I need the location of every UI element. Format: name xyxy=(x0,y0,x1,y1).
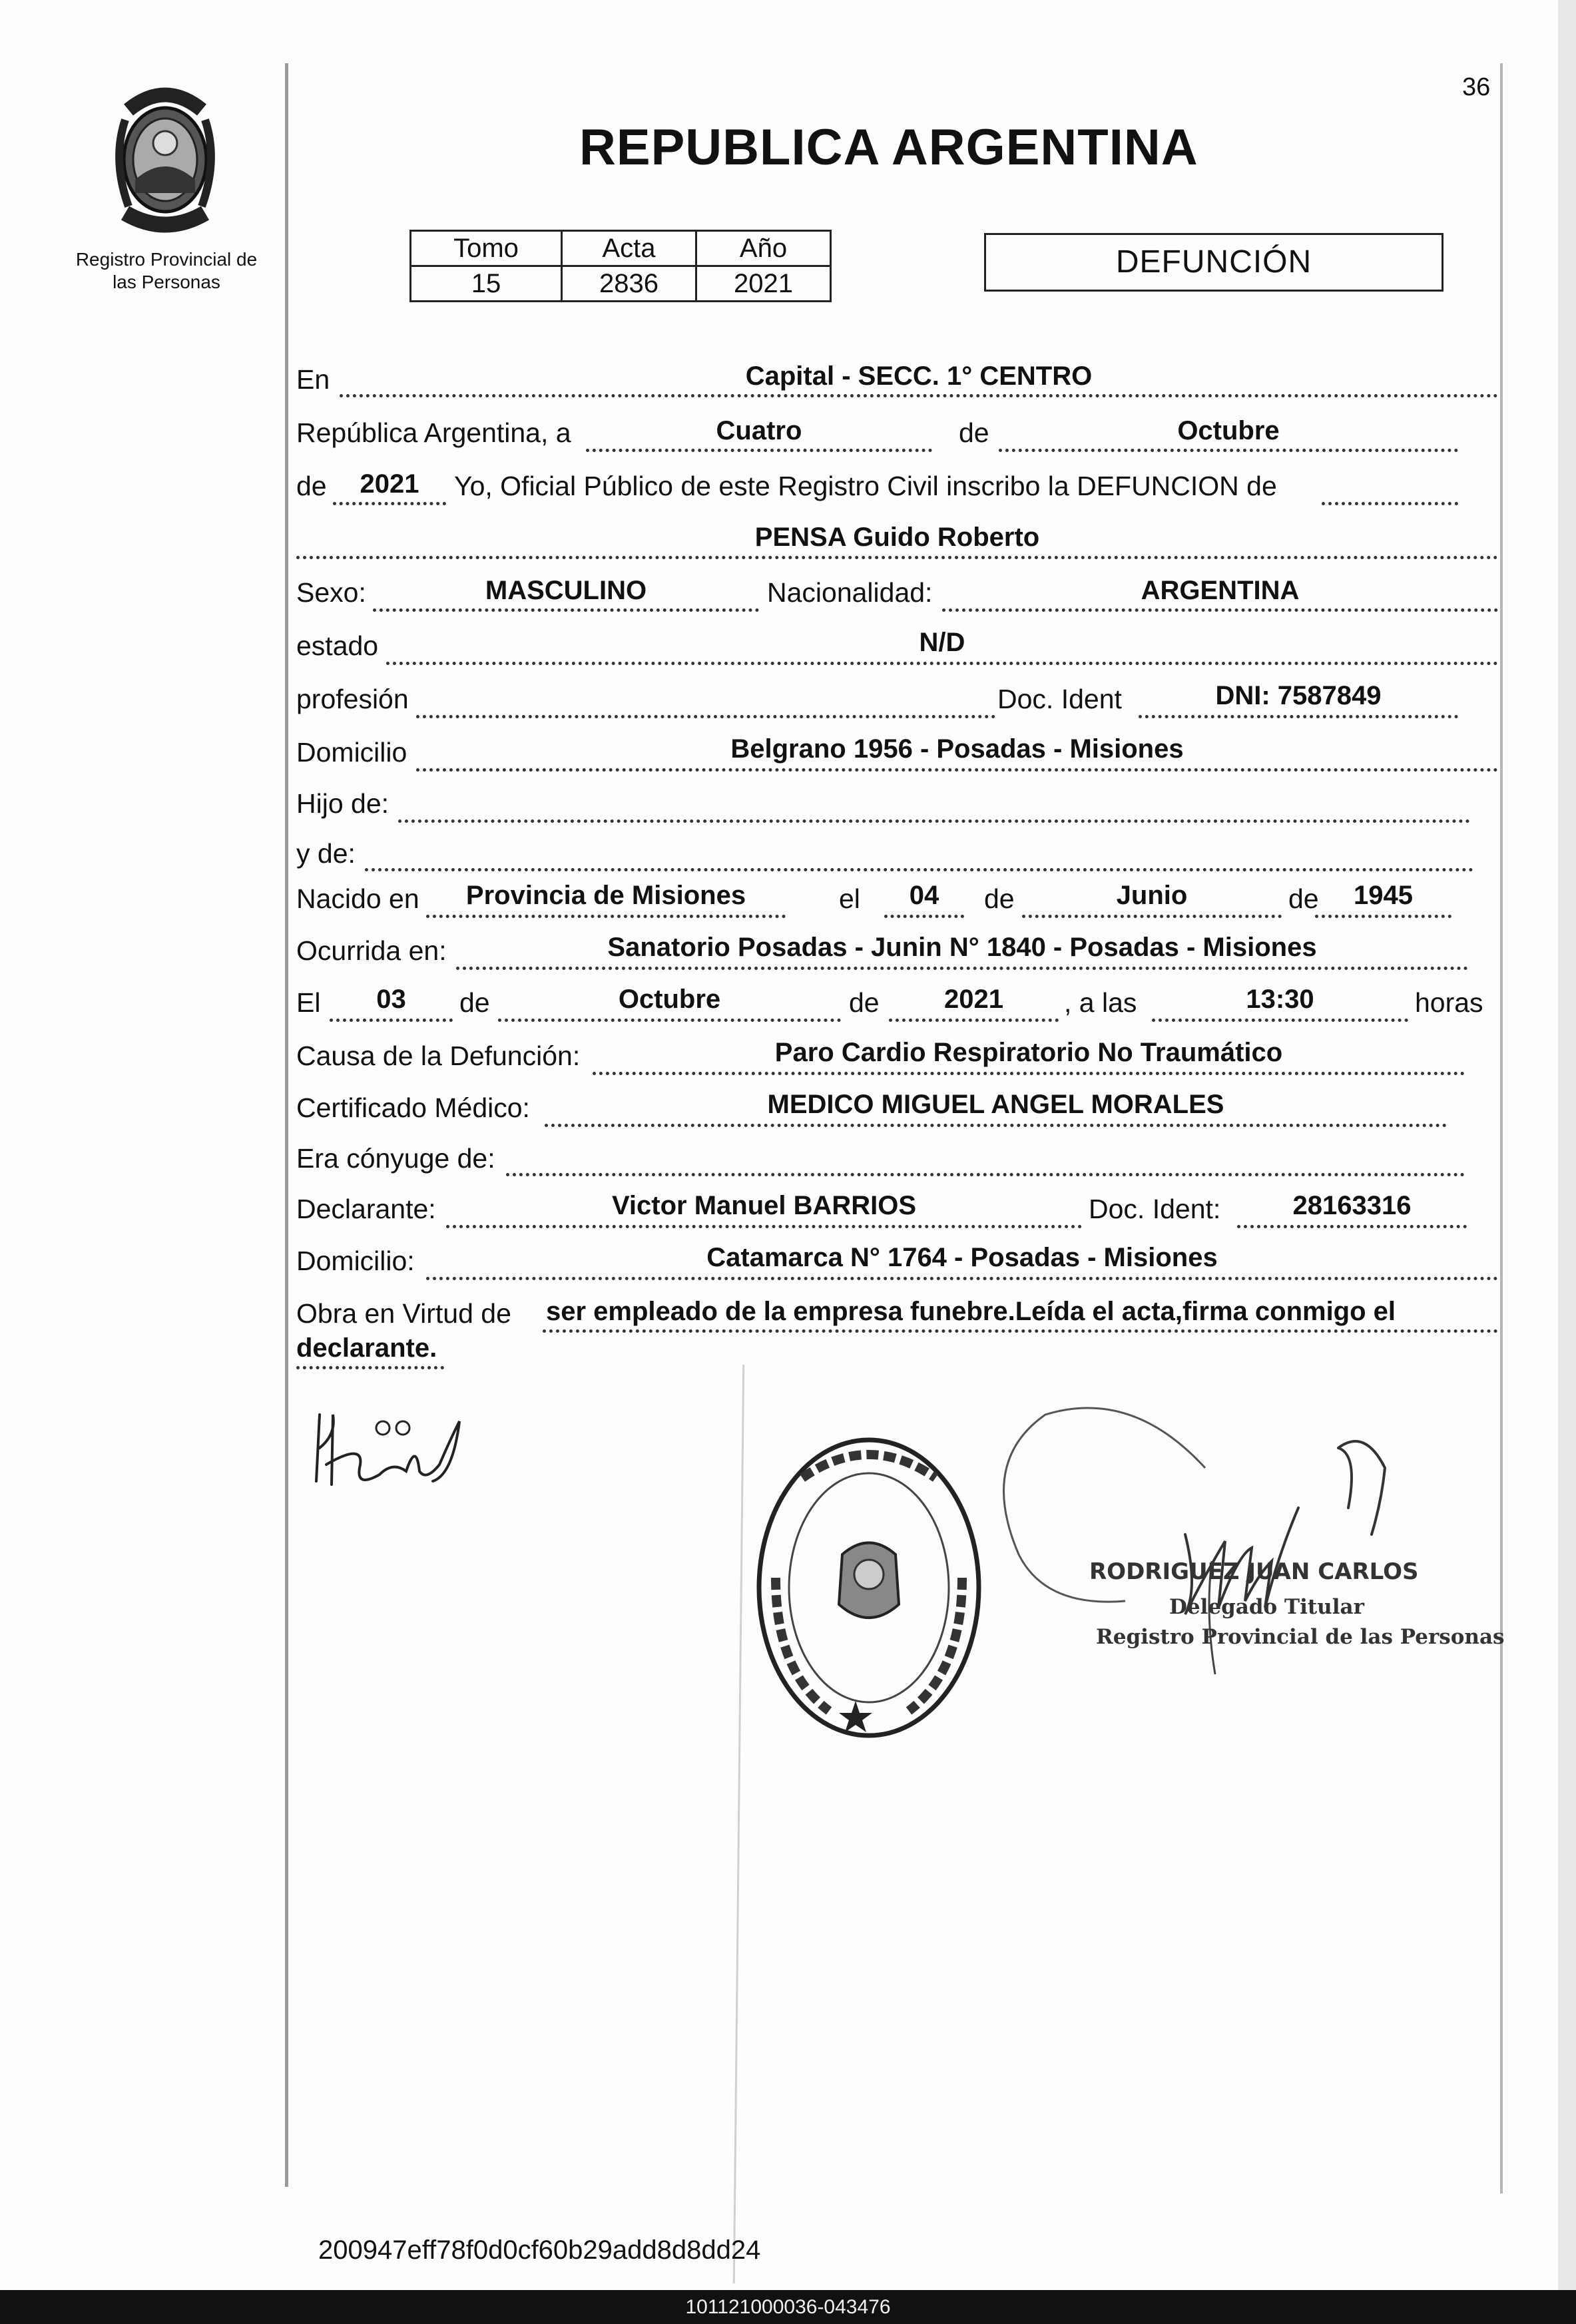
yde-label: y de: xyxy=(296,838,356,869)
nacionalidad-value: ARGENTINA xyxy=(1141,576,1300,605)
republica-label: República Argentina, a xyxy=(296,417,571,448)
domicilio-line xyxy=(416,768,1498,772)
tomo-header: Tomo xyxy=(411,231,562,266)
certificado-label: Certificado Médico: xyxy=(296,1092,530,1123)
province-emblem xyxy=(99,80,232,236)
nacido-value: Provincia de Misiones xyxy=(465,881,746,910)
country-title: REPUBLICA ARGENTINA xyxy=(579,119,1198,176)
doc-ident2-line xyxy=(1237,1225,1467,1228)
profesion-label: profesión xyxy=(296,684,409,714)
doc-ident-label: Doc. Ident xyxy=(997,684,1122,714)
domicilio2-label: Domicilio: xyxy=(296,1246,415,1276)
en-line xyxy=(340,394,1498,397)
doc-ident2-value: 28163316 xyxy=(1292,1191,1412,1220)
acta-value: 2836 xyxy=(562,266,696,302)
birth-year: 1945 xyxy=(1354,881,1413,910)
en-label: En xyxy=(296,364,330,395)
obra-value-line1: ser empleado de la empresa funebre.Leída el acta,firma conmigo el xyxy=(546,1297,1396,1326)
certificado-value: MEDICO MIGUEL ANGEL MORALES xyxy=(767,1090,1224,1119)
death-year-line xyxy=(889,1019,1059,1022)
anio-header: Año xyxy=(696,231,831,266)
doc-ident-line xyxy=(1139,715,1458,718)
official-org: Registro Provincial de las Personas xyxy=(1096,1625,1505,1649)
death-month: Octubre xyxy=(618,985,721,1014)
month-value: Octubre xyxy=(1177,416,1280,445)
domicilio2-line xyxy=(426,1277,1498,1280)
official-role: Delegado Titular xyxy=(1169,1595,1364,1619)
anio-value: 2021 xyxy=(696,266,831,302)
birth-year-line xyxy=(1315,915,1451,918)
oficial-text: Yo, Oficial Público de este Registro Civil inscribo la DEFUNCION de xyxy=(454,471,1277,501)
declarante-line xyxy=(446,1225,1082,1228)
left-margin-line xyxy=(285,63,288,2187)
deceased-name: PENSA Guido Roberto xyxy=(754,523,1040,552)
official-name: RODRIGUEZ JUAN CARLOS xyxy=(1089,1558,1419,1585)
estado-value: N/D xyxy=(919,628,965,657)
obra-value-line2: declarante. xyxy=(296,1333,437,1363)
horas-label: horas xyxy=(1415,987,1483,1018)
month-line xyxy=(999,449,1458,452)
profesion-line xyxy=(416,715,995,718)
ocurrida-line xyxy=(456,967,1468,970)
record-type-box: DEFUNCIÓN xyxy=(984,233,1444,292)
conyuge-label: Era cónyuge de: xyxy=(296,1143,495,1174)
sexo-line xyxy=(373,608,759,612)
nacionalidad-line xyxy=(942,608,1498,612)
de-label-4: de xyxy=(1288,883,1319,914)
nacido-line xyxy=(426,915,786,918)
doc-ident2-label: Doc. Ident: xyxy=(1089,1194,1221,1224)
birth-day: 04 xyxy=(909,881,939,910)
causa-line xyxy=(593,1072,1465,1075)
day-value: Cuatro xyxy=(716,416,802,445)
death-time: 13:30 xyxy=(1246,985,1314,1014)
doc-ident-value: DNI: 7587849 xyxy=(1215,681,1382,710)
official-stamp xyxy=(749,1431,989,1744)
causa-label: Causa de la Defunción: xyxy=(296,1041,581,1071)
obra-line-2 xyxy=(296,1366,444,1369)
alas-label: , a las xyxy=(1064,987,1137,1018)
nacionalidad-label: Nacionalidad: xyxy=(767,577,933,608)
de-label-3: de xyxy=(984,883,1015,914)
el-label: el xyxy=(839,883,860,914)
de-label-6: de xyxy=(849,987,880,1018)
name-line xyxy=(296,556,1498,559)
day-line xyxy=(586,449,932,452)
oficial-tail-line xyxy=(1322,502,1458,505)
scan-edge xyxy=(1558,0,1576,2290)
death-time-line xyxy=(1152,1019,1408,1022)
sexo-value: MASCULINO xyxy=(485,576,647,605)
right-margin-line xyxy=(1500,63,1503,2194)
de-label-1: de xyxy=(959,417,989,448)
declarant-signature xyxy=(306,1401,466,1501)
page-number: 36 xyxy=(1462,73,1491,101)
registry-caption: Registro Provincial de las Personas xyxy=(75,249,258,292)
declarante-label: Declarante: xyxy=(296,1194,436,1224)
en-value: Capital - SECC. 1° CENTRO xyxy=(745,361,1093,391)
death-day-line xyxy=(330,1019,453,1022)
de-label-2: de xyxy=(296,471,327,501)
birth-month-line xyxy=(1022,915,1282,918)
hijo-line xyxy=(398,819,1470,823)
death-day: 03 xyxy=(376,985,406,1014)
hijo-label: Hijo de: xyxy=(296,788,390,819)
domicilio-label: Domicilio xyxy=(296,737,407,768)
record-table xyxy=(409,230,832,302)
ocurrida-label: Ocurrida en: xyxy=(296,935,447,966)
birth-day-line xyxy=(884,915,964,918)
birth-month: Junio xyxy=(1116,881,1188,910)
death-month-line xyxy=(498,1019,841,1022)
year-line xyxy=(333,502,446,505)
estado-line xyxy=(386,662,1498,665)
conyuge-line xyxy=(506,1173,1465,1176)
sexo-label: Sexo: xyxy=(296,577,366,608)
domicilio2-value: Catamarca N° 1764 - Posadas - Misiones xyxy=(706,1243,1218,1272)
tomo-value: 15 xyxy=(411,266,562,302)
de-label-5: de xyxy=(459,987,490,1018)
scan-id-bar: 101121000036-043476 xyxy=(0,2290,1576,2324)
el-cap-label: El xyxy=(296,987,321,1018)
domicilio-value: Belgrano 1956 - Posadas - Misiones xyxy=(730,734,1184,764)
yde-line xyxy=(365,868,1473,871)
obra-line-1 xyxy=(543,1329,1498,1333)
acta-header: Acta xyxy=(562,231,696,266)
nacido-label: Nacido en xyxy=(296,883,419,914)
document-hash: 200947eff78f0d0cf60b29add8d8dd24 xyxy=(318,2235,761,2265)
year-value: 2021 xyxy=(360,469,419,499)
estado-label: estado xyxy=(296,630,379,661)
ocurrida-value: Sanatorio Posadas - Junin N° 1840 - Posadas - Misiones xyxy=(607,933,1317,962)
declarante-value: Victor Manuel BARRIOS xyxy=(611,1191,917,1220)
certificado-line xyxy=(545,1124,1447,1127)
death-year: 2021 xyxy=(944,985,1003,1014)
obra-label: Obra en Virtud de xyxy=(296,1298,511,1329)
causa-value: Paro Cardio Respiratorio No Traumático xyxy=(774,1038,1283,1067)
